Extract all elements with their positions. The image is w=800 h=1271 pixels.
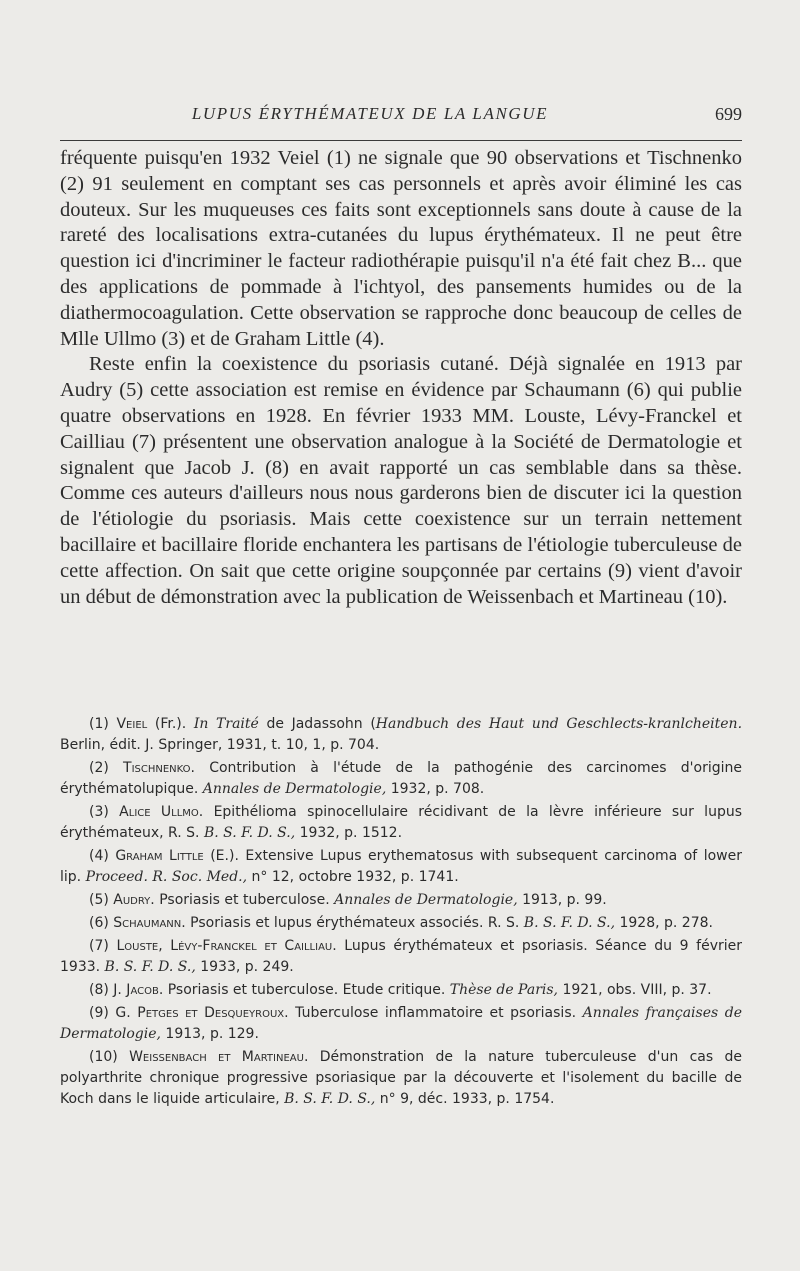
page-number: 699	[715, 104, 742, 124]
footnote	[60, 936, 742, 978]
footnote	[60, 758, 742, 800]
footnote-author: Graham Little (E.)	[115, 847, 235, 864]
footnote-num: (8)	[89, 981, 114, 998]
footnote-mid: 1913, p. 129.	[160, 1025, 259, 1042]
footnote-num: (9)	[89, 1004, 116, 1021]
footnote-num: (10)	[89, 1048, 130, 1065]
footnote-mid: 1928, p. 278.	[615, 914, 713, 931]
footnote-ital: Annales de Dermatologie,	[202, 781, 387, 798]
footnote-ital: B. S. F. D. S.,	[203, 825, 296, 842]
footnote-ital: Thèse de Paris,	[449, 981, 558, 998]
footnote-num: (3)	[89, 803, 120, 820]
footnote-author: Louste, Lévy-Franckel et Cailliau	[116, 937, 333, 954]
footnote-author: Audry	[113, 891, 151, 908]
paragraph: fréquente puisqu'en 1932 Veiel (1) ne signale que 90 observations et Tischnenko (2) 91 seulement en comptant ses cas personnels et après avoir éliminé les cas douteux. Sur les muqueuses ces faits sont exceptionnels sans doute à cause de la rareté des localisations extra-cutanées du lupus érythémateux. Il ne peut être question ici d'incriminer le facteur radiothérapie puisqu'il n'a été fait chez B... que des applications de pommade à l'ichtyol, des pansements humides ou de la diathermocoagulation. Cette observation se rapproche donc beaucoup de celles de Mlle Ullmo (3) et de Graham Little (4).	[60, 147, 742, 350]
footnote-mid: 1921, obs. VIII, p. 37.	[558, 981, 712, 998]
running-title: LUPUS ÉRYTHÉMATEUX DE LA LANGUE	[191, 104, 549, 123]
footnote-author: J. Jacob	[113, 981, 159, 998]
footnote	[60, 1003, 742, 1045]
footnote-ital: B. S. F. D. S.,	[104, 958, 196, 975]
footnote-num: (7)	[89, 937, 117, 954]
footnotes	[60, 714, 742, 1112]
footnote-ital: Proceed. R. Soc. Med.,	[85, 869, 248, 886]
footnote-num: (4)	[89, 847, 116, 864]
footnote-ital: Annales de Dermatologie,	[334, 891, 518, 908]
footnote	[60, 913, 742, 934]
footnote-mid: n° 12, octobre 1932, p. 1741.	[247, 869, 459, 886]
footnote-author: Veiel	[116, 716, 148, 732]
footnote	[60, 980, 742, 1001]
footnote-mid: 1933, p. 249.	[195, 958, 294, 975]
footnote-author: Schaumann	[113, 914, 182, 931]
footnote-pre: . Extensive Lupus erythematosus with subsequent carcinoma of lower lip.	[60, 847, 742, 886]
footnote-pre: . Tuberculose inflammatoire et psoriasis.	[284, 1004, 583, 1021]
footnote-pre: (Fr.).	[147, 716, 194, 732]
footnote-pre: . Démonstration de la nature tuberculeuse d'un cas de polyarthrite chronique progressive psoriasique par la découverte et l'isolement du bacille de Koch dans le liquide articulaire,	[60, 1048, 742, 1107]
footnote-ital2: Handbuch des Haut und Geschlects-kranlcheiten.	[375, 716, 743, 732]
footnote-pre: . Lupus érythémateux et psoriasis. Séance du 9 février 1933.	[60, 937, 742, 975]
footnote-ital: Annales françaises de Dermatologie,	[60, 1004, 742, 1042]
footnote-mid: de Jadassohn (	[258, 716, 376, 732]
paragraph: Reste enfin la coexistence du psoriasis cutané. Déjà signalée en 1913 par Audry (5) cette association est remise en évidence par Schaumann (6) qui publie quatre observations en 1928. En février 1933 MM. Louste, Lévy-Franckel et Cailliau (7) présentent une observation analogue à la Société de Dermatologie et signalent que Jacob J. (8) en avait rapporté un cas semblable dans sa thèse. Comme ces auteurs d'ailleurs nous nous garderons bien de discuter ici la question de l'étiologie du psoriasis. Mais cette coexistence sur un terrain nettement bacillaire et bacillaire floride enchantera les partisans de l'étiologie tuberculeuse de cette affection. On sait que cette origine soupçonnée par certains (9) vient d'avoir un début de démonstration avec la publication de Weissenbach et Martineau (10).	[60, 353, 742, 608]
footnote-num: (5)	[89, 891, 114, 908]
footnote-pre: . Epithélioma spinocellulaire récidivant de la lèvre inférieure sur lupus érythémateux, R. S.	[60, 803, 742, 842]
footnote-pre: . Psoriasis et tuberculose.	[150, 891, 335, 908]
footnote	[60, 714, 742, 756]
footnote-mid: n° 9, déc. 1933, p. 1754.	[375, 1090, 555, 1107]
footnote	[60, 1047, 742, 1110]
footnote-ital: B. S. F. D. S.,	[523, 914, 616, 931]
footnote	[60, 802, 742, 844]
footnote-mid: 1913, p. 99.	[517, 891, 607, 908]
footnote-mid: 1932, p. 708.	[386, 781, 485, 798]
body-text	[60, 146, 742, 610]
footnote-author: Alice Ullmo	[119, 803, 199, 820]
footnote-pre: . Psoriasis et tuberculose. Etude critique.	[158, 981, 450, 998]
footnote	[60, 846, 742, 888]
footnote-pre: . Psoriasis et lupus érythémateux associés. R. S.	[181, 914, 524, 931]
footnote-num: (6)	[89, 914, 114, 931]
footnote-pre: . Contribution à l'étude de la pathogénie des carcinomes d'origine érythématolupique.	[60, 759, 742, 798]
footnote-post: Berlin, édit. J. Springer, 1931, t. 10, 1, p. 704.	[60, 737, 380, 754]
footnote-author: G. Petges et Desqueyroux	[115, 1004, 285, 1021]
footnote	[60, 890, 742, 911]
footnote-mid: 1932, p. 1512.	[295, 825, 403, 842]
footnote-num: (1)	[89, 716, 117, 732]
page-header	[58, 104, 742, 130]
footnote-num: (2)	[89, 759, 124, 776]
footnote-author: Weissenbach et Martineau	[129, 1048, 304, 1065]
footnote-ital: B. S. F. D. S.,	[284, 1090, 376, 1107]
footnote-ital: In Traité	[193, 716, 259, 732]
header-rule	[60, 140, 742, 141]
footnote-author: Tischnenko	[123, 759, 191, 776]
